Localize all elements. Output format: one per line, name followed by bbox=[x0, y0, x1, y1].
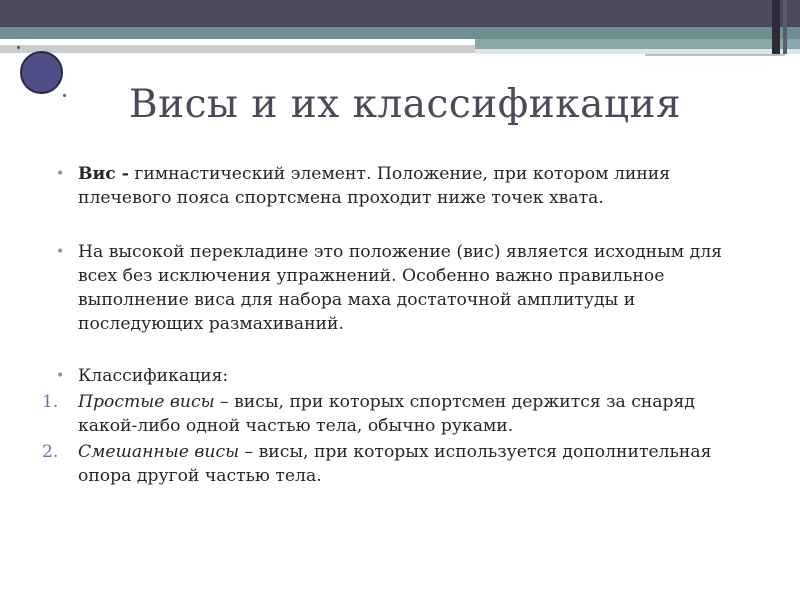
list-number: 1. bbox=[42, 392, 59, 412]
slide-title: Висы и их классификация bbox=[128, 82, 682, 127]
header-thin-line bbox=[645, 54, 785, 56]
slide-body bbox=[42, 162, 744, 488]
list-item-mixed-hangs bbox=[42, 440, 744, 488]
header-teal-strip-right bbox=[475, 39, 800, 49]
list-item-simple-hangs bbox=[42, 390, 744, 438]
bullet-item-classification bbox=[54, 364, 744, 388]
decorative-dot bbox=[17, 46, 20, 49]
term-mixed-hangs: Смешанные висы bbox=[78, 442, 240, 462]
simple-hangs-text: – висы, при которых спортсмен держится за снаряд какой-либо одной частью тела, обычно руками. bbox=[78, 392, 695, 436]
header-dark-band bbox=[0, 0, 800, 27]
bullet-icon: • bbox=[56, 244, 65, 260]
classification-label: Классификация: bbox=[78, 366, 229, 386]
list-number: 2. bbox=[42, 442, 59, 462]
header-corner-accent-secondary bbox=[783, 0, 787, 54]
bullet-icon: • bbox=[56, 166, 65, 182]
term-vis: Вис - bbox=[78, 164, 129, 184]
header-corner-accent bbox=[772, 0, 780, 54]
header-gray-strip bbox=[0, 45, 475, 53]
bullet-icon: • bbox=[56, 368, 65, 384]
high-bar-text: На высокой перекладине это положение (вис) является исходным для всех без исключения упражнений. Особенно важно правильное выполнение виса для набора маха достаточной амплитуды и последующих размахиваний. bbox=[78, 242, 722, 334]
bullet-item-definition bbox=[54, 162, 744, 210]
header-teal-band bbox=[0, 27, 800, 39]
mixed-hangs-text: – висы, при которых используется дополнительная опора другой частью тела. bbox=[78, 442, 712, 486]
definition-text: гимнастический элемент. Положение, при котором линия плечевого пояса спортсмена проходит ниже точек хвата. bbox=[78, 164, 671, 208]
bullet-item-high-bar bbox=[54, 240, 744, 336]
term-simple-hangs: Простые висы bbox=[78, 392, 215, 412]
